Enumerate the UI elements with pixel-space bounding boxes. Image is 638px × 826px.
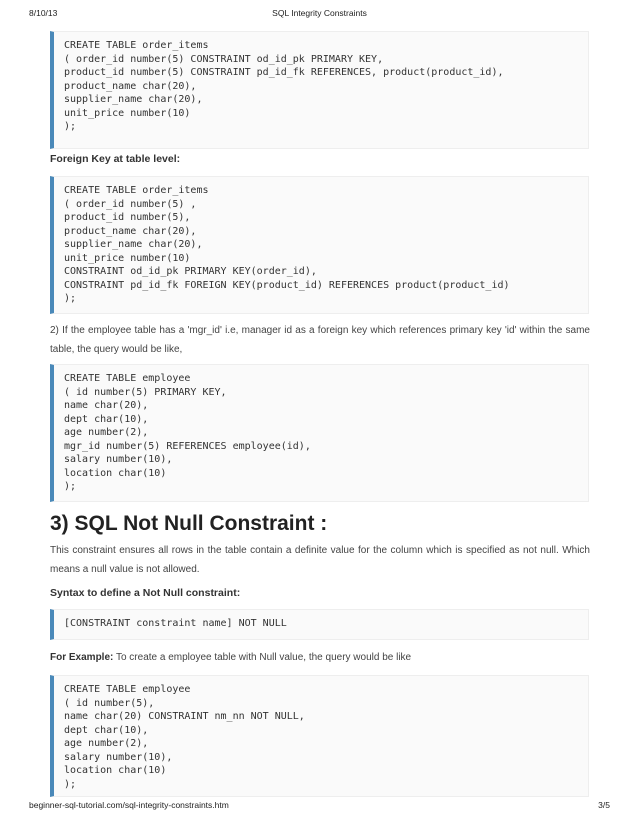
code-block-column-level-fk	[50, 31, 589, 149]
code-block-not-null	[50, 675, 589, 797]
code-line: unit_price number(10)	[64, 252, 191, 264]
code-line: dept char(10),	[64, 724, 149, 736]
print-date: 8/10/13	[29, 8, 58, 18]
section-heading: 3) SQL Not Null Constraint :	[50, 512, 328, 535]
code-line: salary number(10),	[64, 751, 173, 763]
code-line: location char(10)	[64, 467, 167, 479]
code-line: supplier_name char(20),	[64, 94, 203, 105]
example-line	[50, 652, 411, 663]
syntax-label: Syntax to define a Not Null constraint:	[50, 587, 241, 599]
code-line: age number(2),	[64, 738, 149, 749]
code-line: CONSTRAINT od_id_pk PRIMARY KEY(order_id),	[64, 266, 317, 277]
page-number: 3/5	[598, 800, 610, 810]
code-line: );	[64, 481, 77, 492]
code-block-self-reference	[50, 364, 589, 502]
code-line: product_id number(5),	[64, 212, 191, 223]
code-line: product_name char(20),	[64, 225, 197, 237]
code-line: CREATE TABLE order_items	[64, 185, 209, 196]
code-line: ( order_id number(5) CONSTRAINT od_id_pk PRIMARY KEY,	[64, 53, 384, 65]
page-title: SQL Integrity Constraints	[272, 8, 367, 18]
fk-table-level-label: Foreign Key at table level:	[50, 153, 181, 165]
code-line: name char(20) CONSTRAINT nm_nn NOT NULL,	[64, 711, 305, 722]
code-line: );	[64, 121, 77, 132]
code-line: CONSTRAINT pd_id_fk FOREIGN KEY(product_id) REFERENCES product(product_id)	[64, 279, 510, 291]
example-bold-label: For Example:	[50, 652, 114, 663]
code-line: CREATE TABLE order_items	[64, 40, 209, 51]
code-line: salary number(10),	[64, 454, 173, 465]
code-line: age number(2),	[64, 427, 149, 438]
code-line: mgr_id number(5) REFERENCES employee(id),	[64, 440, 311, 452]
code-line: );	[64, 293, 77, 304]
code-line: ( id number(5) PRIMARY KEY,	[64, 386, 227, 398]
code-line: unit_price number(10)	[64, 107, 191, 119]
code-line: name char(20),	[64, 400, 149, 411]
page-header	[29, 8, 610, 22]
code-line: product_name char(20),	[64, 80, 197, 92]
code-line: dept char(10),	[64, 413, 149, 425]
code-block-syntax	[50, 609, 589, 640]
source-url: beginner-sql-tutorial.com/sql-integrity-constraints.htm	[29, 800, 229, 810]
self-reference-paragraph: 2) If the employee table has a 'mgr_id' i.e, manager id as a foreign key which references primary key 'id' within the same table, the query would be like,	[50, 325, 590, 355]
code-line: supplier_name char(20),	[64, 239, 203, 250]
code-line: ( id number(5),	[64, 697, 155, 709]
code-block-table-level-fk	[50, 176, 589, 314]
code-line: ( order_id number(5) ,	[64, 198, 197, 210]
code-line: location char(10)	[64, 765, 167, 776]
code-line: CREATE TABLE employee	[64, 684, 191, 695]
page-footer	[29, 800, 610, 814]
example-text: To create a employee table with Null value, the query would be like	[113, 652, 412, 663]
code-line: [CONSTRAINT constraint name] NOT NULL	[64, 618, 287, 629]
not-null-paragraph: This constraint ensures all rows in the table contain a definite value for the column which is specified as not null. Which means a null value is not allowed.	[50, 545, 590, 575]
code-line: );	[64, 778, 77, 790]
code-line: CREATE TABLE employee	[64, 373, 191, 384]
code-line: product_id number(5) CONSTRAINT pd_id_fk REFERENCES, product(product_id),	[64, 67, 504, 78]
